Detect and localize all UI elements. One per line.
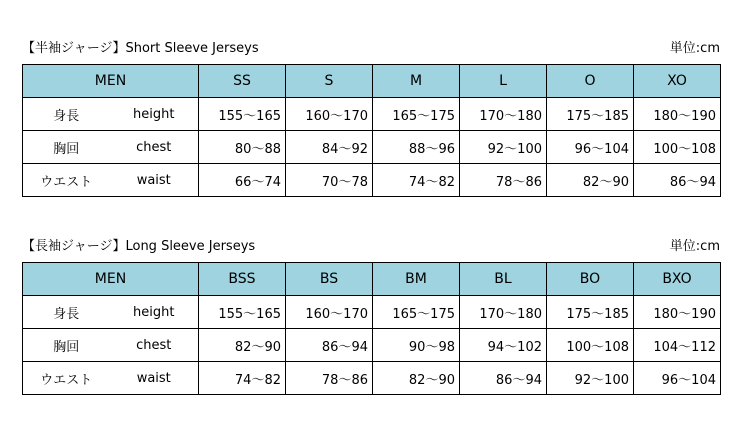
row-label-jp: ウエスト [23, 164, 110, 197]
table-cell: 78〜86 [286, 362, 373, 395]
size-header: BXO [634, 263, 721, 296]
table-cell: 96〜104 [547, 131, 634, 164]
short-sleeve-section [22, 42, 720, 197]
row-label-en: chest [110, 329, 199, 362]
table-cell: 78〜86 [460, 164, 547, 197]
table-cell: 82〜90 [199, 329, 286, 362]
row-label-jp: 胸回 [23, 131, 110, 164]
table-cell: 165〜175 [373, 98, 460, 131]
unit-label: 単位:cm [669, 41, 720, 56]
unit-label: 単位:cm [669, 239, 720, 254]
size-header: BO [547, 263, 634, 296]
size-header: O [547, 65, 634, 98]
row-label-jp: 身長 [23, 296, 110, 329]
table-row-chest [23, 329, 721, 362]
table-cell: 100〜108 [634, 131, 721, 164]
table-cell: 82〜90 [373, 362, 460, 395]
size-header: BS [286, 263, 373, 296]
table-cell: 80〜88 [199, 131, 286, 164]
section-title: 【長袖ジャージ】Long Sleeve Jerseys [22, 239, 256, 254]
size-header: XO [634, 65, 721, 98]
size-header: BSS [199, 263, 286, 296]
row-label-en: height [110, 98, 199, 131]
table-row-waist [23, 362, 721, 395]
table-cell: 88〜96 [373, 131, 460, 164]
table-cell: 86〜94 [460, 362, 547, 395]
table-cell: 165〜175 [373, 296, 460, 329]
long-sleeve-section [22, 240, 720, 395]
table-cell: 66〜74 [199, 164, 286, 197]
row-label-en: waist [110, 164, 199, 197]
table-cell: 180〜190 [634, 296, 721, 329]
table-cell: 160〜170 [286, 296, 373, 329]
size-header: BL [460, 263, 547, 296]
table-cell: 70〜78 [286, 164, 373, 197]
row-label-en: chest [110, 131, 199, 164]
row-label-jp: ウエスト [23, 362, 110, 395]
table-cell: 82〜90 [547, 164, 634, 197]
table-cell: 96〜104 [634, 362, 721, 395]
row-label-jp: 胸回 [23, 329, 110, 362]
row-label-en: height [110, 296, 199, 329]
size-header: BM [373, 263, 460, 296]
table-row-height [23, 98, 721, 131]
table-cell: 92〜100 [460, 131, 547, 164]
table-row-chest [23, 131, 721, 164]
table-cell: 180〜190 [634, 98, 721, 131]
table-cell: 84〜92 [286, 131, 373, 164]
size-header: M [373, 65, 460, 98]
table-cell: 170〜180 [460, 98, 547, 131]
row-label-en: waist [110, 362, 199, 395]
size-header: L [460, 65, 547, 98]
size-header: SS [199, 65, 286, 98]
men-header: MEN [23, 263, 199, 296]
table-cell: 92〜100 [547, 362, 634, 395]
section-title: 【半袖ジャージ】Short Sleeve Jerseys [22, 41, 259, 56]
table-cell: 74〜82 [199, 362, 286, 395]
table-cell: 155〜165 [199, 98, 286, 131]
table-cell: 175〜185 [547, 98, 634, 131]
table-header-row [23, 263, 721, 296]
table-cell: 160〜170 [286, 98, 373, 131]
table-cell: 175〜185 [547, 296, 634, 329]
table-cell: 90〜98 [373, 329, 460, 362]
row-label-jp: 身長 [23, 98, 110, 131]
table-cell: 86〜94 [286, 329, 373, 362]
table-row-waist [23, 164, 721, 197]
table-cell: 74〜82 [373, 164, 460, 197]
table-row-height [23, 296, 721, 329]
table-cell: 86〜94 [634, 164, 721, 197]
table-cell: 104〜112 [634, 329, 721, 362]
table-cell: 170〜180 [460, 296, 547, 329]
table-cell: 155〜165 [199, 296, 286, 329]
table-cell: 94〜102 [460, 329, 547, 362]
table-cell: 100〜108 [547, 329, 634, 362]
size-table-short-sleeve [22, 64, 721, 197]
size-table-long-sleeve [22, 262, 721, 395]
men-header: MEN [23, 65, 199, 98]
table-header-row [23, 65, 721, 98]
size-header: S [286, 65, 373, 98]
